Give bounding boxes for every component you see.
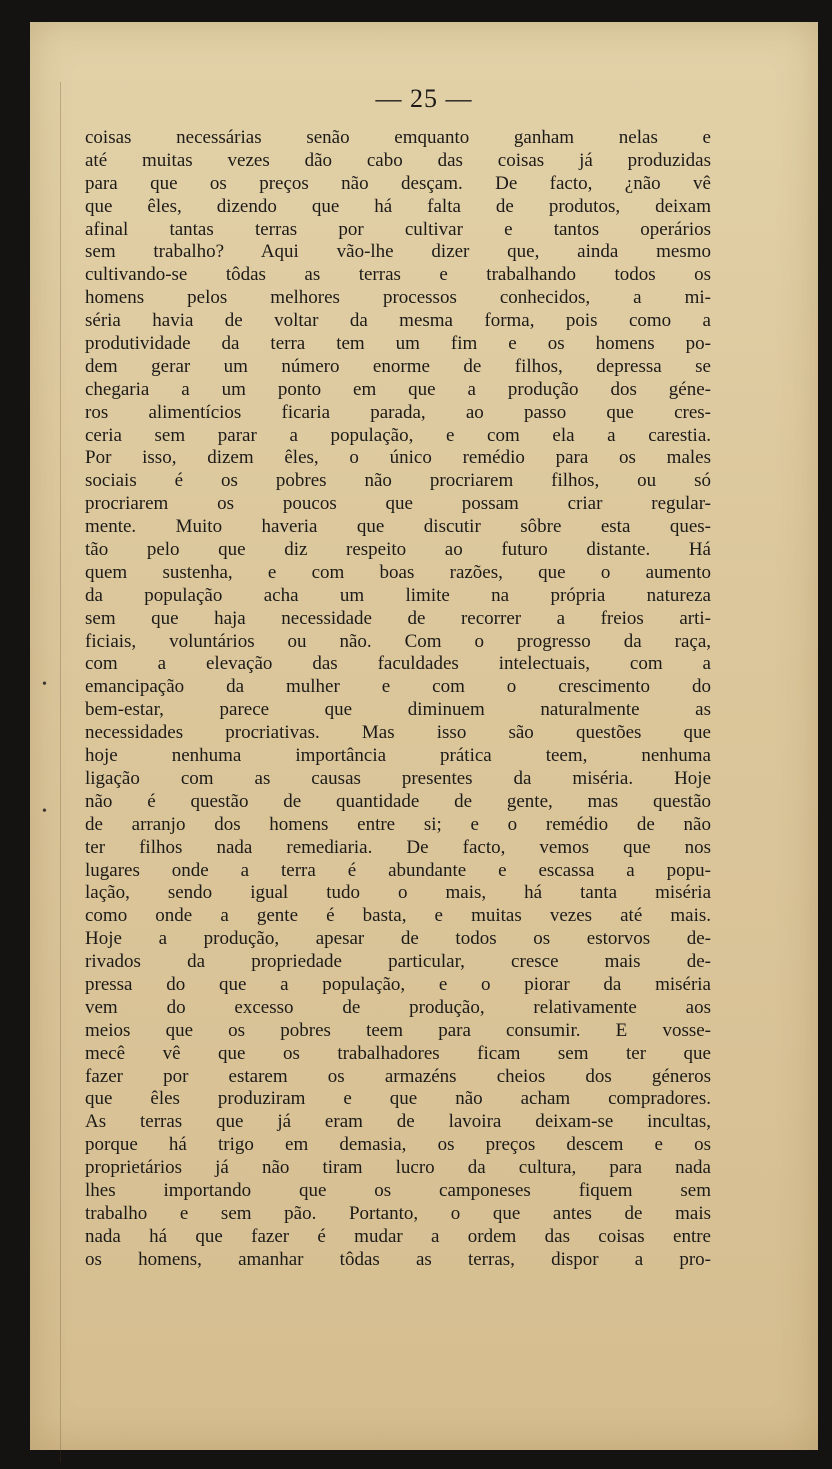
text-line: quem sustenha, e com boas razões, que o aumento	[85, 561, 711, 583]
text-line: coisas necessárias senão emquanto ganham nelas e	[85, 127, 711, 148]
text-line: de arranjo dos homens entre si; e o remédio de não	[85, 813, 711, 835]
text-line: ficiais, voluntários ou não. Com o progresso da raça,	[85, 630, 711, 652]
text-line: lhes importando que os camponeses fiquem sem	[85, 1179, 711, 1201]
text-line: emancipação da mulher e com o crescimento do	[85, 676, 711, 698]
text-line: produtividade da terra tem um fim e os homens po-	[85, 333, 711, 355]
text-line: com a elevação das faculdades intelectuais, com a	[85, 653, 711, 675]
text-line: ligação com as causas presentes da miséria. Hoje	[85, 767, 711, 789]
book-page	[30, 22, 818, 1450]
text-line: procriarem os poucos que possam criar regular-	[85, 493, 711, 515]
text-line: rivados da propriedade particular, cresce mais de-	[85, 951, 711, 973]
text-line: que êles, dizendo que há falta de produtos, deixam	[85, 195, 711, 217]
text-line: para que os preços não desçam. De facto, ¿não vê	[85, 172, 711, 194]
text-line: meios que os pobres teem para consumir. E vosse-	[85, 1019, 711, 1041]
text-line: afinal tantas terras por cultivar e tantos operários	[85, 218, 711, 240]
text-line: mente. Muito haveria que discutir sôbre esta ques-	[85, 516, 711, 538]
text-line: homens pelos melhores processos conhecidos, a mi-	[85, 287, 711, 309]
text-line: Por isso, dizem êles, o único remédio para os males	[85, 447, 711, 469]
text-line: nada há que fazer é mudar a ordem das coisas entre	[85, 1225, 711, 1247]
text-line: ceria sem parar a população, e com ela a carestia.	[85, 424, 711, 446]
text-line: que êles produziram e que não acham compradores.	[85, 1088, 711, 1110]
text-line: ros alimentícios ficaria parada, ao passo que cres-	[85, 401, 711, 423]
text-line: trabalho e sem pão. Portanto, o que antes de mais	[85, 1202, 711, 1224]
text-line: fazer por estarem os armazéns cheios dos géneros	[85, 1065, 711, 1087]
text-line: pressa do que a população, e o piorar da miséria	[85, 973, 711, 995]
text-line: não é questão de quantidade de gente, mas questão	[85, 790, 711, 812]
text-line: lação, sendo igual tudo o mais, há tanta miséria	[85, 882, 711, 904]
text-line: porque há trigo em demasia, os preços descem e os	[85, 1134, 711, 1156]
text-line: até muitas vezes dão cabo das coisas já produzidas	[85, 149, 711, 171]
text-line: cultivando-se tôdas as terras e trabalhando todos os	[85, 264, 711, 286]
text-line: proprietários já não tiram lucro da cultura, para nada	[85, 1157, 711, 1179]
text-line: As terras que já eram de lavoira deixam-se incultas,	[85, 1111, 711, 1133]
text-line: sociais é os pobres não procriarem filhos, ou só	[85, 470, 711, 492]
text-line: como onde a gente é basta, e muitas vezes até mais.	[85, 905, 711, 927]
page-gutter-shadow	[60, 82, 61, 1462]
text-line: da população acha um limite na própria natureza	[85, 584, 711, 606]
margin-dot-mark: •	[42, 677, 47, 692]
text-line: séria havia de voltar da mesma forma, pois como a	[85, 310, 711, 332]
text-line: necessidades procriativas. Mas isso são questões que	[85, 722, 711, 744]
text-line: chegaria a um ponto em que a produção dos géne-	[85, 378, 711, 400]
text-line: ter filhos nada remediaria. De facto, vemos que nos	[85, 836, 711, 858]
margin-dot-mark: •	[42, 804, 47, 819]
page-number: — 25 —	[375, 84, 473, 113]
text-line: os homens, amanhar tôdas as terras, dispor a pro-	[85, 1248, 711, 1270]
body-text	[85, 127, 711, 1272]
text-line: lugares onde a terra é abundante e escassa a popu-	[85, 859, 711, 881]
text-line: tão pelo que diz respeito ao futuro distante. Há	[85, 539, 711, 561]
text-line: Hoje a produção, apesar de todos os estorvos de-	[85, 928, 711, 950]
text-line: vem do excesso de produção, relativamente aos	[85, 996, 711, 1018]
text-line: dem gerar um número enorme de filhos, depressa se	[85, 355, 711, 377]
text-line: mecê vê que os trabalhadores ficam sem ter que	[85, 1042, 711, 1064]
text-line: hoje nenhuma importância prática teem, nenhuma	[85, 745, 711, 767]
text-line: bem-estar, parece que diminuem naturalmente as	[85, 699, 711, 721]
text-line: sem que haja necessidade de recorrer a freios arti-	[85, 607, 711, 629]
text-line: sem trabalho? Aqui vão-lhe dizer que, ainda mesmo	[85, 241, 711, 263]
